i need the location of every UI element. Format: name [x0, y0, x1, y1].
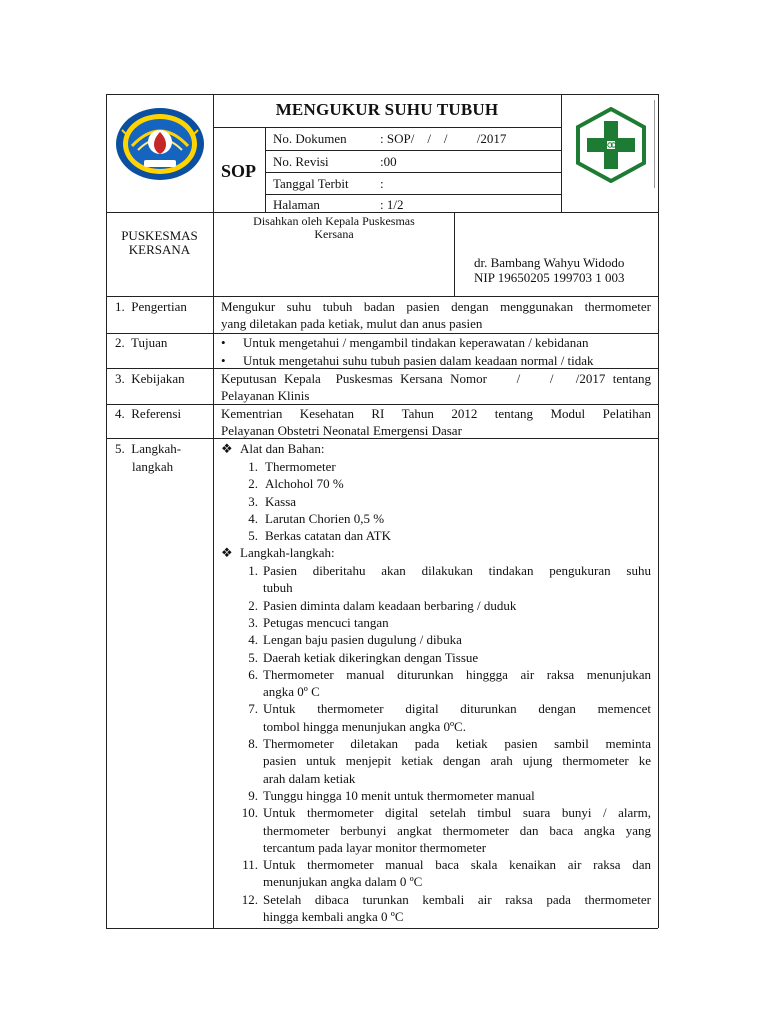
alat-item: Berkas catatan dan ATK	[265, 528, 391, 544]
pengertian-line1: Mengukur suhu tubuh badan pasien dengan menggunakan thermometer	[221, 299, 651, 314]
tujuan-item-1: Untuk mengetahui / mengambil tindakan keperawatan / kebidanan	[243, 335, 589, 350]
step-text: Pasien diminta dalam keadaan berbaring / duduk	[263, 597, 517, 613]
step-number: 6.	[248, 666, 258, 682]
step-number: 12.	[241, 891, 258, 907]
bullet-icon: •	[221, 353, 226, 368]
step-text: pasien untuk menjepit ketiak dengan arah ujung thermometer ke	[263, 753, 651, 769]
step-text: Lengan baju pasien dugulung / dibuka	[263, 632, 462, 648]
alat-heading: Alat dan Bahan:	[240, 441, 325, 456]
referensi-line2: Pelayanan Obstetri Neonatal Emergensi Dasar	[221, 423, 462, 438]
step-text: menunjukan angka dalam 0 ºC	[263, 874, 423, 890]
alat-item-number: 5.	[248, 528, 258, 544]
step-text: Thermometer diletakan pada ketiak pasien sambil meminta	[263, 736, 651, 751]
step-text: thermometer berbunyi angkat thermometer dan baca angka yang	[263, 822, 651, 838]
step-number: 4.	[248, 632, 258, 648]
meta-label-halaman: Halaman	[273, 197, 320, 212]
section-label-referensi: 4. Referensi	[115, 406, 182, 421]
step-text: Untuk thermometer manual baca skala kenaikan air raksa dan	[263, 857, 651, 873]
section-label-langkah-2: langkah	[132, 459, 174, 474]
kebijakan-line2: Pelayanan Klinis	[221, 388, 310, 403]
bullet-icon: •	[221, 335, 226, 350]
step-text: arah dalam ketiak	[263, 770, 356, 786]
meta-value-tanggal: :	[380, 176, 384, 191]
step-number: 2.	[248, 597, 258, 613]
diamond-bullet-icon: ❖	[221, 441, 233, 456]
step-text: Untuk thermometer digital diturunkan dengan memencet	[263, 701, 651, 717]
sop-title: MENGUKUR SUHU TUBUH	[275, 100, 499, 119]
step-text: Daerah ketiak dikeringkan dengan Tissue	[263, 649, 479, 665]
meta-label-revisi: No. Revisi	[273, 154, 329, 169]
langkah-heading: Langkah-langkah:	[240, 545, 335, 560]
alat-item-number: 2.	[248, 476, 258, 492]
step-text: Pasien diberitahu akan dilakukan tindakan pengukuran suhu	[263, 563, 651, 578]
puskesmas-logo-icon	[573, 107, 649, 183]
alat-item: Kassa	[265, 493, 297, 509]
step-number: 8.	[248, 736, 258, 751]
alat-item: Thermometer	[265, 459, 336, 474]
pengertian-line2: yang diletakan pada ketiak, mulut dan anus pasien	[221, 316, 483, 331]
step-text: angka 0º C	[263, 684, 320, 700]
org-name-line2: KERSANA	[128, 242, 191, 257]
step-number: 3.	[248, 614, 258, 630]
approval-line2: Kersana	[314, 227, 354, 241]
step-number: 1.	[248, 563, 258, 578]
alat-item-number: 3.	[248, 493, 258, 509]
meta-value-dokumen: : SOP/ / / /2017	[380, 131, 507, 146]
meta-value-halaman: : 1/2	[380, 197, 404, 212]
diamond-bullet-icon: ❖	[221, 545, 233, 560]
step-text: Untuk thermometer digital setelah timbul suara bunyi / alarm,	[263, 805, 651, 821]
approval-line1: Disahkan oleh Kepala Puskesmas	[253, 214, 415, 228]
step-text: tubuh	[263, 580, 293, 596]
kebijakan-line1: Keputusan Kepala Puskesmas Kersana Nomor / / /2017 tentang	[221, 371, 651, 386]
alat-item-number: 4.	[248, 510, 258, 526]
alat-item: Alchohol 70 %	[265, 476, 344, 492]
alat-item: Larutan Chorien 0,5 %	[265, 510, 385, 526]
meta-value-revisi: :00	[380, 154, 397, 169]
step-text: tombol hingga menunjukan angka 0ºC.	[263, 718, 466, 734]
alat-item-number: 1.	[248, 459, 258, 474]
step-text: Setelah dibaca turunkan kembali air raksa pada thermometer	[263, 891, 651, 907]
referensi-line1: Kementrian Kesehatan RI Tahun 2012 tentang Modul Pelatihan	[221, 406, 651, 421]
meta-label-dokumen: No. Dokumen	[273, 131, 347, 146]
sop-label: SOP	[221, 161, 257, 181]
step-text: Tunggu hingga 10 menit untuk thermometer manual	[263, 787, 535, 803]
step-text: tercantum pada layar monitor thermometer	[263, 839, 487, 855]
step-number: 7.	[248, 701, 258, 717]
regional-emblem-icon	[114, 106, 206, 182]
meta-label-tanggal: Tanggal Terbit	[273, 176, 349, 191]
step-text: Thermometer manual diturunkan hinggga air raksa menunjukan	[263, 666, 651, 682]
step-number: 9.	[248, 787, 258, 803]
step-text: hingga kembali angka 0 ºC	[263, 909, 404, 924]
org-name-line1: PUSKESMAS	[121, 228, 198, 243]
section-label-tujuan: 2. Tujuan	[115, 335, 168, 350]
step-number: 5.	[248, 649, 258, 665]
step-number: 11.	[242, 857, 258, 873]
step-number: 10.	[241, 805, 258, 821]
tujuan-item-2: Untuk mengetahui suhu tubuh pasien dalam keadaan normal / tidak	[243, 353, 594, 368]
section-label-kebijakan: 3. Kebijakan	[115, 371, 185, 386]
signer-nip: NIP 19650205 199703 1 003	[474, 270, 625, 285]
step-text: Petugas mencuci tangan	[263, 614, 389, 630]
signer-name: dr. Bambang Wahyu Widodo	[474, 255, 625, 270]
section-label-langkah-1: 5. Langkah-	[115, 441, 182, 456]
section-label-pengertian: 1. Pengertian	[115, 299, 187, 314]
